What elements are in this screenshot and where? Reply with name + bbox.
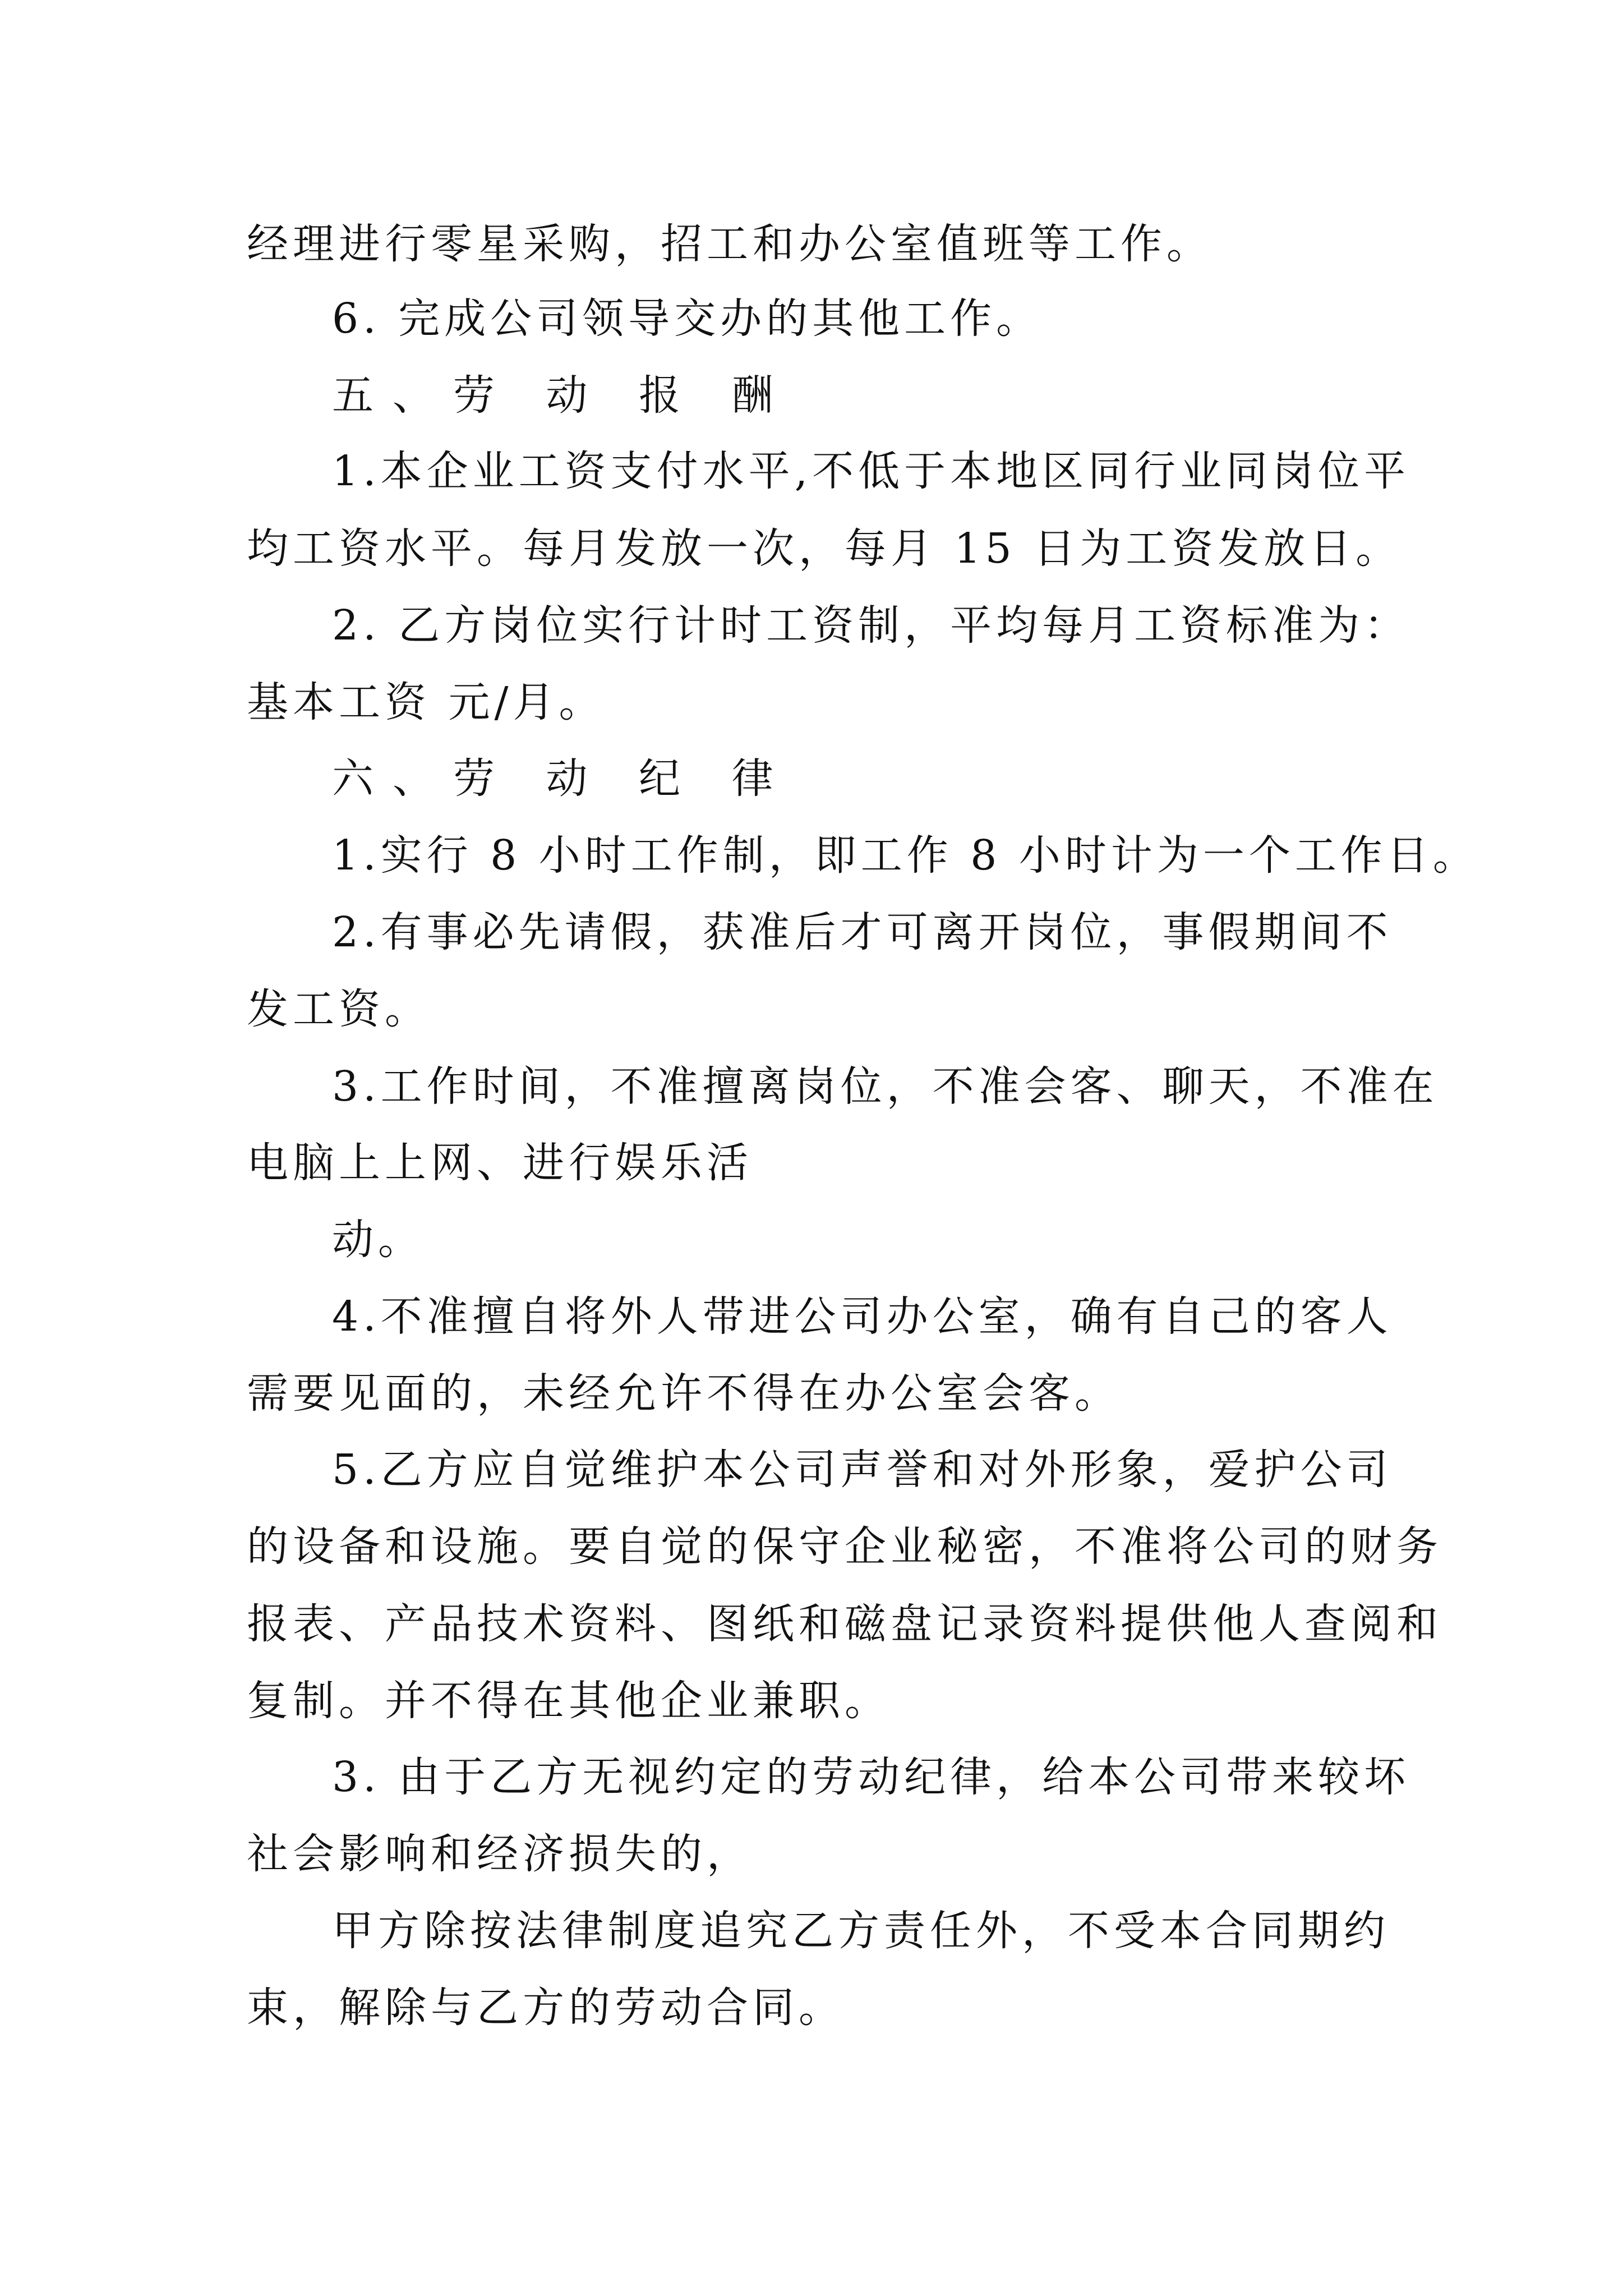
clause-discipline-4-continued: 需要见面的，未经允许不得在办公室会客。 xyxy=(247,1369,1121,1418)
clause-discipline-5-continued-1: 的设备和设施。要自觉的保守企业秘密，不准将公司的财务 xyxy=(247,1522,1442,1571)
list-item-6: 6. 完成公司领导交办的其他工作。 xyxy=(332,295,1043,343)
section-heading-remuneration: 五、劳 动 报 酬 xyxy=(332,371,792,420)
clause-discipline-2: 2.有事必先请假，获准后才可离开岗位，事假期间不 xyxy=(332,908,1393,956)
clause-remuneration-2-continued: 基本工资 元/月。 xyxy=(247,678,605,726)
clause-discipline-consequence-continued: 束，解除与乙方的劳动合同。 xyxy=(247,1984,845,2032)
clause-discipline-2-continued: 发工资。 xyxy=(247,985,431,1033)
clause-remuneration-1-continued: 均工资水平。每月发放一次，每月 15 日为工资发放日。 xyxy=(247,524,1402,573)
clause-discipline-4: 4.不准擅自将外人带进公司办公室，确有自己的客人 xyxy=(332,1292,1393,1341)
clause-discipline-5-continued-3: 复制。并不得在其他企业兼职。 xyxy=(247,1677,891,1725)
clause-remuneration-1: 1.本企业工资支付水平,不低于本地区同行业同岗位平 xyxy=(332,447,1410,495)
clause-discipline-3: 3.工作时间，不准擅离岗位，不准会客、聊天，不准在 xyxy=(332,1062,1438,1111)
section-heading-discipline: 六、劳 动 纪 律 xyxy=(332,754,792,803)
clause-discipline-3-tail: 动。 xyxy=(332,1216,424,1264)
clause-discipline-consequence: 甲方除按法律制度追究乙方责任外，不受本合同期约 xyxy=(332,1907,1390,1955)
clause-discipline-3-continued: 电脑上上网、进行娱乐活 xyxy=(247,1139,753,1187)
clause-discipline-5: 5.乙方应自觉维护本公司声誉和对外形象，爱护公司 xyxy=(332,1446,1393,1494)
text-line-1: 经理进行零星采购，招工和办公室值班等工作。 xyxy=(247,220,1212,268)
clause-remuneration-2: 2. 乙方岗位实行计时工资制，平均每月工资标准为： xyxy=(332,601,1410,650)
clause-discipline-5-continued-2: 报表、产品技术资料、图纸和磁盘记录资料提供他人查阅和 xyxy=(247,1600,1442,1648)
clause-discipline-3-repeat-continued: 社会影响和经济损失的， xyxy=(247,1830,753,1878)
clause-discipline-1: 1.实行 8 小时工作制，即工作 8 小时计为一个工作日。 xyxy=(332,831,1479,880)
clause-discipline-3-repeat: 3. 由于乙方无视约定的劳动纪律，给本公司带来较坏 xyxy=(332,1753,1410,1801)
